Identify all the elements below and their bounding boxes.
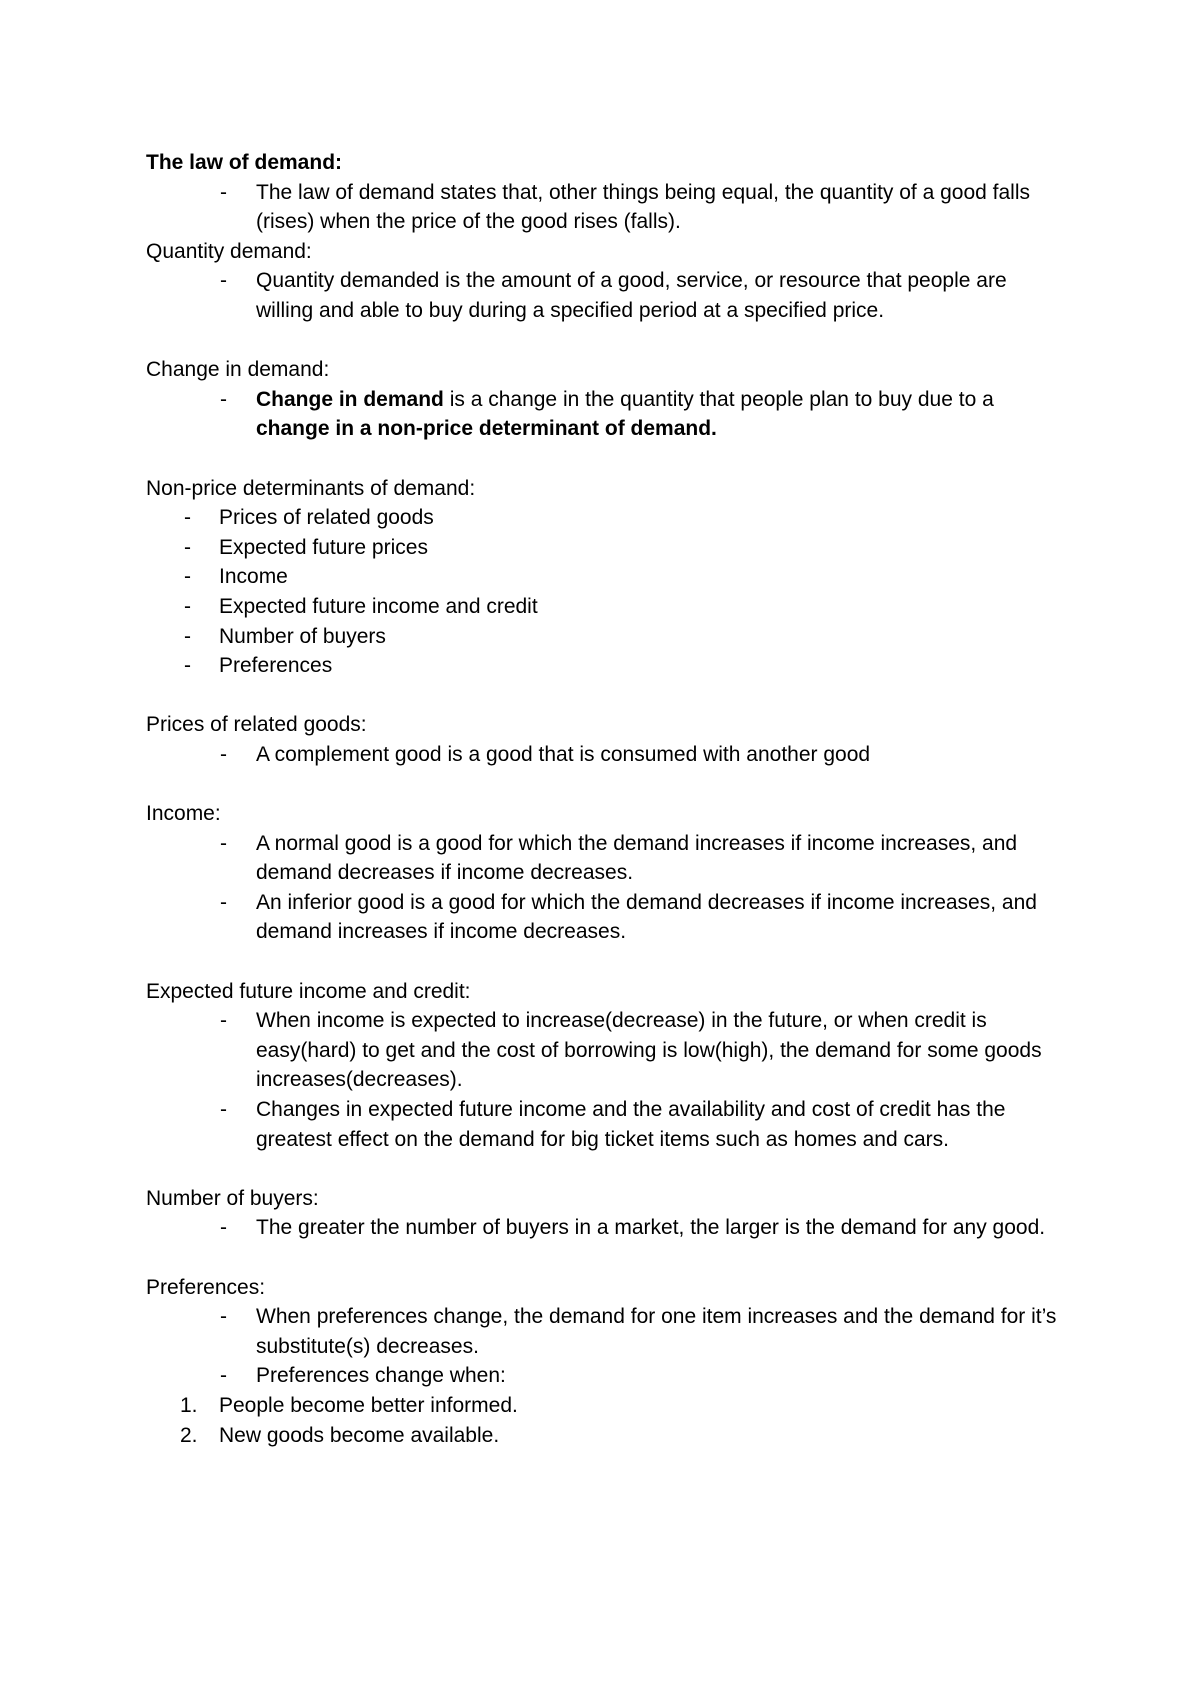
list-item-text: Expected future income and credit [219,594,538,618]
dash-bullet: - [220,831,227,855]
section-heading: Expected future income and credit: [146,979,471,1003]
paragraph-spacer [146,769,1066,799]
dash-bullet: - [184,506,191,530]
dash-bullet: - [184,624,191,648]
numbered-item-text: People become better informed. [219,1393,518,1417]
numbered-item-text: New goods become available. [219,1423,500,1447]
list-item-text: Quantity demanded is the amount of a good, service, or resource that people are willing and able to buy during a specified period at a specified price. [256,269,1007,322]
section-heading: Non-price determinants of demand: [146,476,476,500]
list-item [146,622,1066,652]
list-item-text: Preferences [219,654,333,678]
section-number-of-buyers [146,1184,1066,1243]
number-marker: 2. [180,1423,198,1447]
list-item [146,651,1066,681]
bullet-list [146,829,1066,947]
numbered-list [146,1391,1066,1450]
list-item-text: A normal good is a good for which the demand increases if income increases, and demand decreases if income decreases. [256,831,1018,885]
list-item-text: When preferences change, the demand for one item increases and the demand for it’s substitute(s) decreases. [256,1305,1057,1358]
list-item [146,266,1066,325]
dash-bullet: - [220,1216,227,1240]
list-item-text: Preferences change when: [256,1364,506,1388]
list-item-text: When income is expected to increase(decrease) in the future, or when credit is easy(hard) to get and the cost of borrowing is low(high), the demand for some goods increases(decreases). [256,1009,1042,1092]
list-item [146,1302,1066,1361]
section-heading: Prices of related goods: [146,713,367,737]
dash-bullet: - [220,742,227,766]
bold-phrase: change in a non-price determinant of demand. [256,417,717,441]
section-quantity-demand [146,237,1066,326]
list-item [146,888,1066,947]
dash-bullet: - [220,1364,227,1388]
section-law-of-demand [146,148,1066,237]
dash-bullet: - [184,535,191,559]
bullet-list [146,503,1066,681]
bold-term: Change in demand [256,387,444,411]
dash-bullet: - [220,269,227,293]
dash-bullet: - [220,1098,227,1121]
list-item [146,1361,1066,1391]
list-item-text: An inferior good is a good for which the demand decreases if income increases, and demand increases if income decreases. [256,890,1037,944]
section-heading: The law of demand: [146,151,343,174]
dash-bullet: - [184,594,191,618]
paragraph-spacer [146,1154,1066,1184]
dash-bullet: - [184,654,191,678]
bullet-list [146,740,1066,770]
list-item [146,385,1066,444]
list-item-text: Expected future prices [219,535,428,559]
list-item-text: Income [219,565,288,589]
list-item [146,562,1066,592]
numbered-item [146,1391,1066,1421]
section-prices-related-goods [146,710,1066,769]
list-item-text: Changes in expected future income and the availability and cost of credit has the greatest effect on the demand for big ticket items such as homes and cars. [256,1098,1006,1151]
section-income [146,799,1066,947]
list-item-text: Number of buyers [219,624,386,648]
list-item [146,592,1066,622]
bullet-list [146,178,1066,237]
list-item-text: The law of demand states that, other things being equal, the quantity of a good falls (rises) when the price of the good rises (falls). [256,180,1031,234]
section-heading: Change in demand: [146,358,330,382]
list-item [146,1095,1066,1154]
bullet-list [146,1006,1066,1154]
bullet-list [146,1213,1066,1243]
list-item [146,1213,1066,1243]
bullet-list [146,1302,1066,1391]
document-body [146,148,1066,1450]
dash-bullet: - [220,1009,227,1033]
section-expected-future-income [146,977,1066,1155]
bullet-list [146,266,1066,325]
number-marker: 1. [180,1393,198,1417]
dash-bullet: - [220,1305,227,1329]
list-item [146,1006,1066,1095]
dash-bullet: - [184,565,191,589]
list-item-text: Prices of related goods [219,506,434,530]
list-item-text: A complement good is a good that is consumed with another good [256,742,871,766]
paragraph-spacer [146,326,1066,356]
list-item [146,533,1066,563]
paragraph-spacer [146,1243,1066,1273]
paragraph-spacer [146,444,1066,474]
list-item [146,829,1066,888]
list-item-text: The greater the number of buyers in a market, the larger is the demand for any good. [256,1216,1046,1240]
dash-bullet: - [220,180,227,204]
section-heading: Number of buyers: [146,1186,319,1210]
section-change-in-demand [146,355,1066,444]
list-item [146,178,1066,237]
list-item [146,503,1066,533]
paragraph-spacer [146,947,1066,977]
section-non-price-determinants [146,474,1066,681]
section-heading: Quantity demand: [146,239,312,263]
paragraph-spacer [146,681,1066,711]
dash-bullet: - [220,387,227,411]
numbered-item [146,1421,1066,1451]
list-item [146,740,1066,770]
bullet-list [146,385,1066,444]
section-heading: Income: [146,802,221,826]
section-heading: Preferences: [146,1275,266,1299]
list-item-text: is a change in the quantity that people plan to buy due to a [443,387,994,411]
section-preferences [146,1273,1066,1451]
dash-bullet: - [220,890,227,914]
